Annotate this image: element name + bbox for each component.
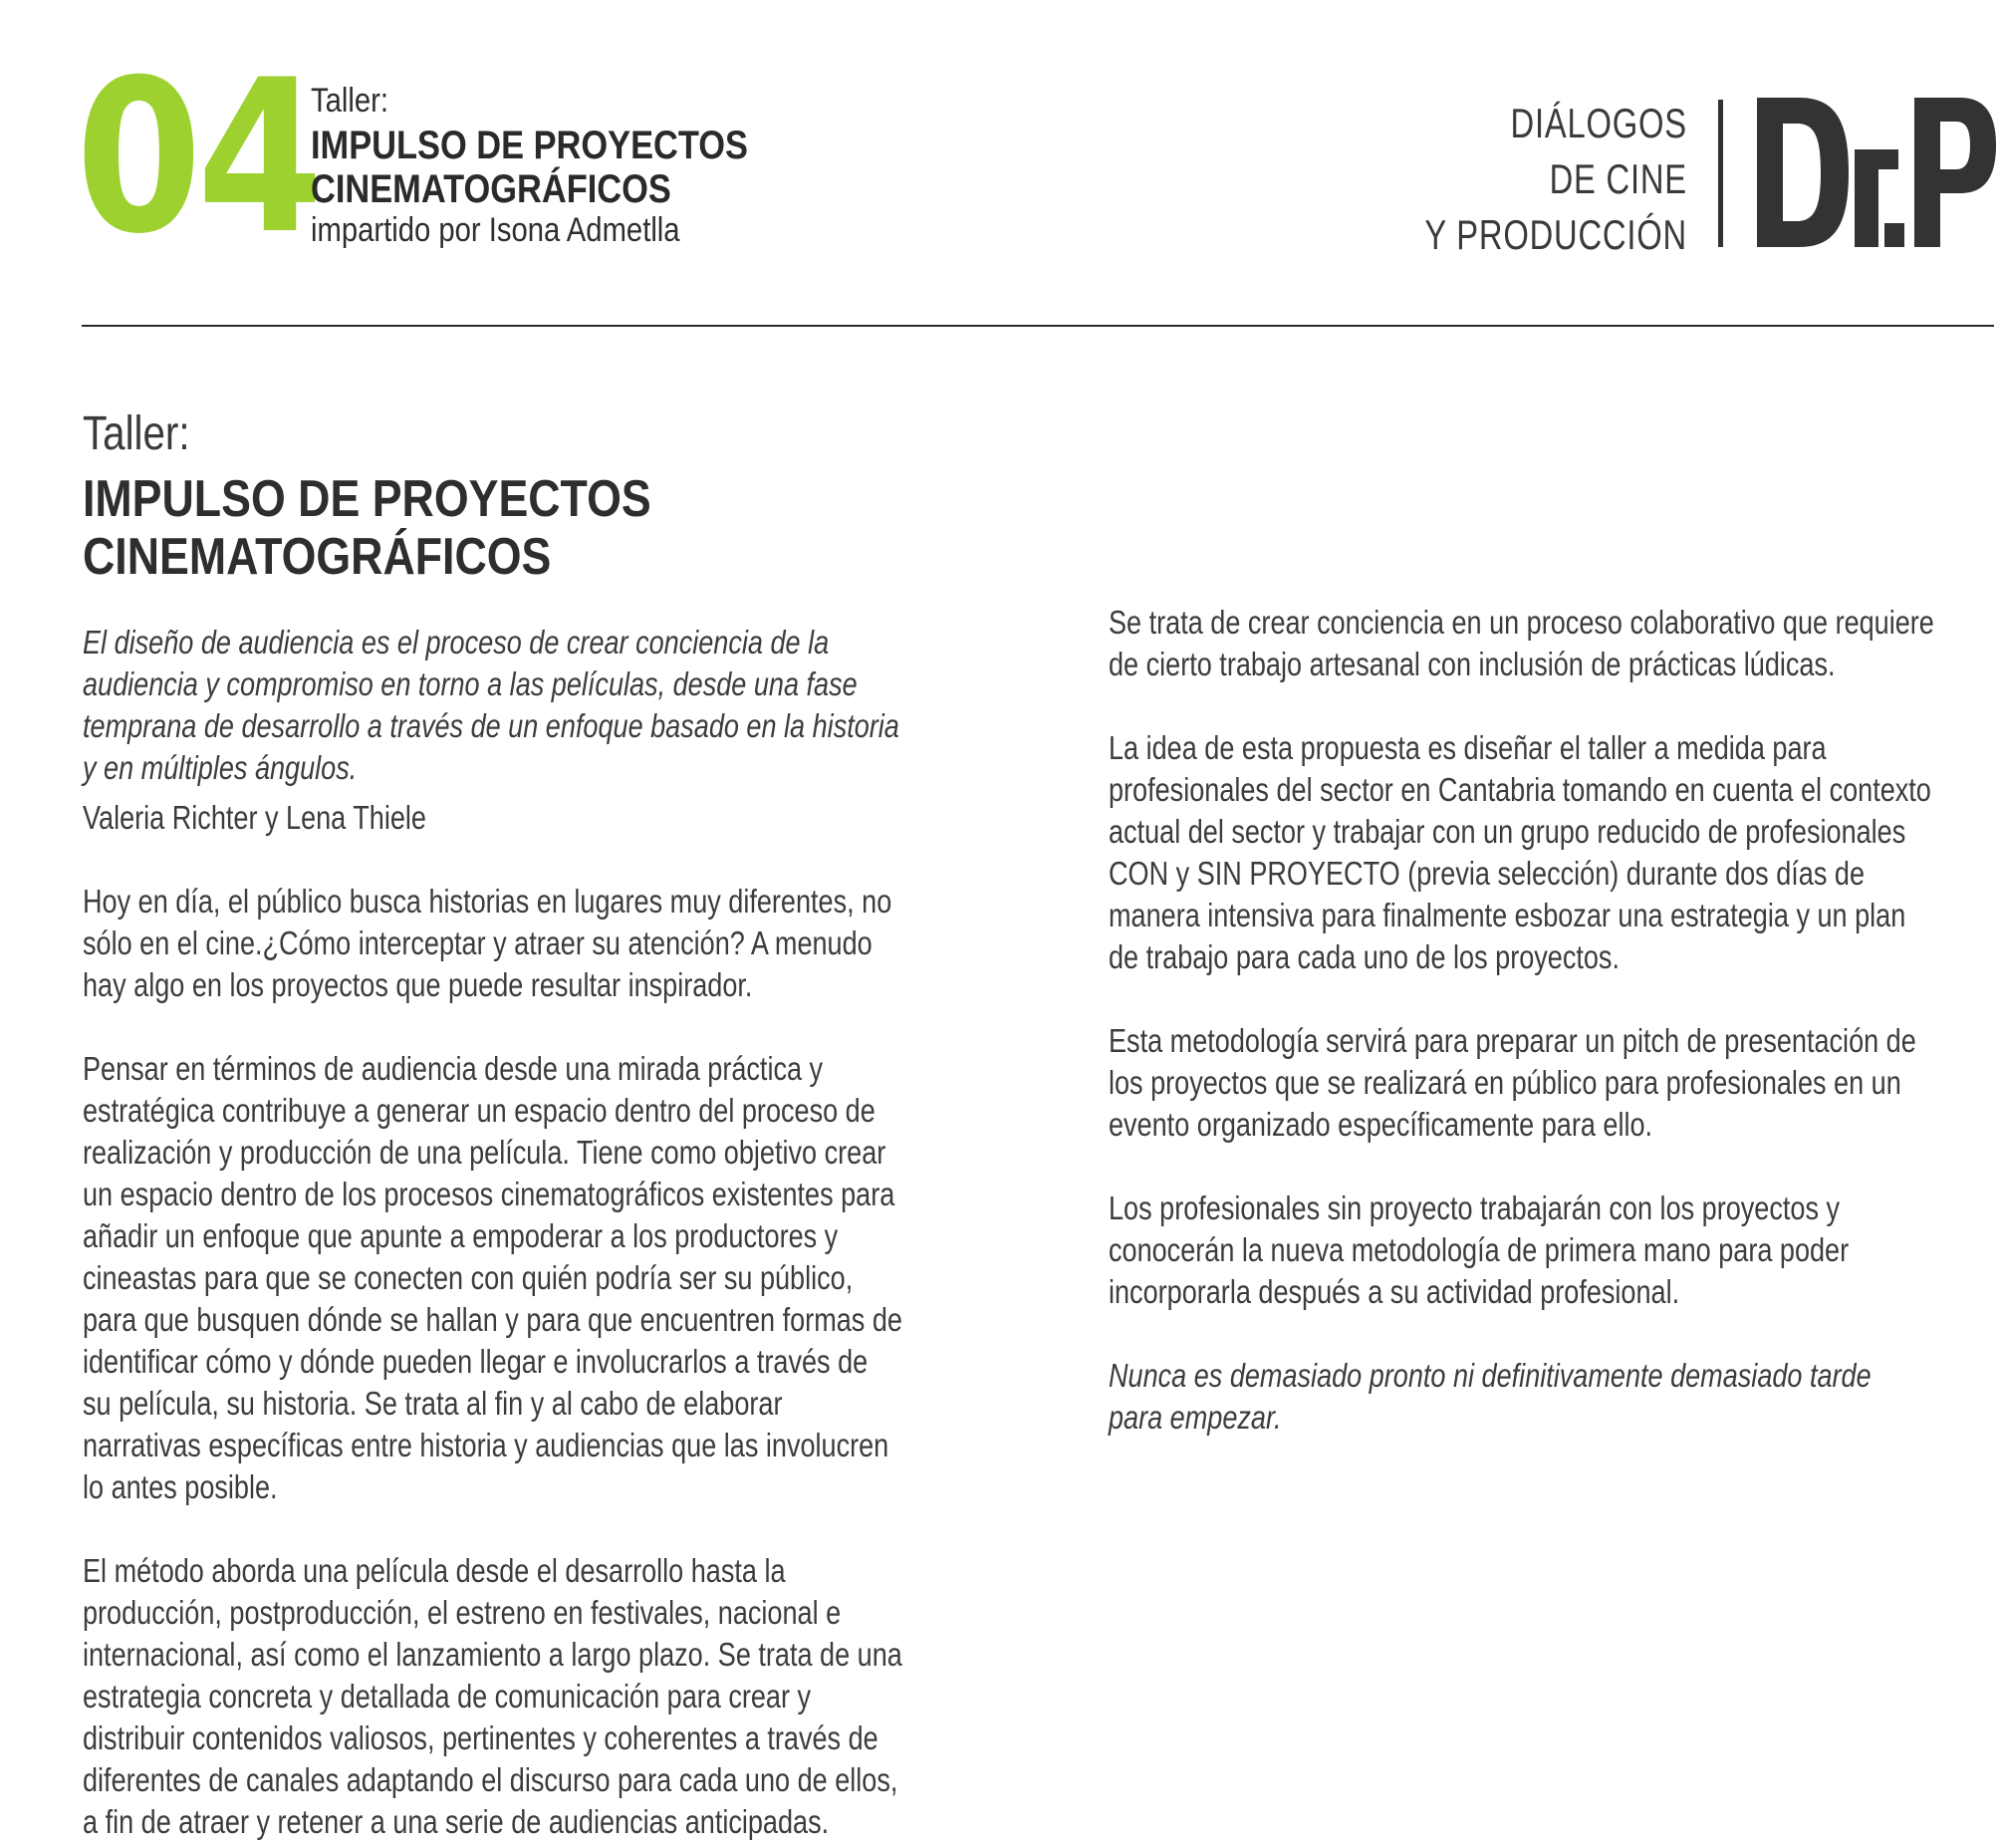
text-line: incorporarla después a su actividad profesional. — [1109, 1273, 1680, 1310]
intro-quote — [83, 622, 1083, 789]
text-line: Hoy en día, el público busca historias en lugares muy diferentes, no — [83, 883, 892, 920]
paragraph — [1109, 1020, 2000, 1146]
text-line: CON y SIN PROYECTO (previa selección) durante dos días de — [1109, 855, 1865, 892]
left-column — [83, 622, 1083, 1843]
text-line: estrategia concreta y detallada de comunicación para crear y — [83, 1678, 812, 1715]
text-line: lo antes posible. — [83, 1468, 278, 1505]
text-line: estratégica contribuye a generar un espacio dentro del proceso de — [83, 1092, 875, 1129]
text-line: evento organizado específicamente para ello. — [1109, 1106, 1653, 1143]
quote-author: Valeria Richter y Lena Thiele — [83, 799, 426, 836]
right-column — [1109, 602, 2000, 1439]
text-line: profesionales del sector en Cantabria tomando en cuenta el contexto — [1109, 771, 1931, 808]
quote-line: El diseño de audiencia es el proceso de crear conciencia de la — [83, 624, 830, 660]
brand-line3: Y PRODUCCIÓN — [1424, 211, 1687, 258]
text-line: cineastas para que se conecten con quién podría ser su público, — [83, 1259, 854, 1296]
brand-name — [1351, 96, 1687, 263]
text-line: su película, su historia. Se trata al fin y al cabo de elaborar — [83, 1385, 783, 1422]
section-title — [83, 470, 651, 586]
section-title-line2: CINEMATOGRÁFICOS — [83, 528, 552, 586]
header-byline: impartido por Isona Admetlla — [311, 211, 680, 249]
text-line: realización y producción de una película. Tiene como objetivo crear — [83, 1134, 886, 1171]
paragraph — [83, 1048, 1083, 1508]
text-line: un espacio dentro de los procesos cinematográficos existentes para — [83, 1176, 895, 1212]
header-title-block — [311, 84, 819, 247]
text-line: Los profesionales sin proyecto trabajarán con los proyectos y — [1109, 1189, 1841, 1226]
closing-quote — [1109, 1355, 2000, 1439]
text-line: distribuir contenidos valiosos, pertinentes y coherentes a través de — [83, 1719, 878, 1756]
workshop-number: 04 — [76, 34, 319, 280]
text-line: para empezar. — [1109, 1399, 1282, 1436]
brand-line1: DIÁLOGOS — [1510, 100, 1687, 146]
text-line: para que busquen dónde se hallan y para que encuentren formas de — [83, 1301, 902, 1338]
paragraph — [1109, 602, 2000, 685]
brand-line2: DE CINE — [1549, 155, 1687, 202]
text-line: Esta metodología servirá para preparar un pitch de presentación de — [1109, 1022, 1916, 1059]
text-line: de cierto trabajo artesanal con inclusión de prácticas lúdicas. — [1109, 646, 1836, 682]
text-line: La idea de esta propuesta es diseñar el taller a medida para — [1109, 729, 1827, 766]
text-line: Se trata de crear conciencia en un proceso colaborativo que requiere — [1109, 604, 1934, 641]
header-title-line2: CINEMATOGRÁFICOS — [311, 167, 671, 211]
text-line: sólo en el cine.¿Cómo interceptar y atraer su atención? A menudo — [83, 924, 873, 961]
dcp-logo — [1757, 98, 1996, 247]
text-line: El método aborda una película desde el desarrollo hasta la — [83, 1552, 786, 1589]
text-line: identificar cómo y dónde pueden llegar e involucrarlos a través de — [83, 1343, 869, 1380]
paragraph — [83, 881, 1083, 1006]
text-line: de trabajo para cada uno de los proyectos. — [1109, 938, 1620, 975]
text-line: Pensar en términos de audiencia desde una mirada práctica y — [83, 1050, 824, 1087]
header-taller-label: Taller: — [311, 82, 389, 120]
paragraph — [83, 1550, 1083, 1843]
section-title-line1: IMPULSO DE PROYECTOS — [83, 470, 651, 528]
text-line: diferentes de canales adaptando el discurso para cada uno de ellos, — [83, 1761, 898, 1798]
text-line: narrativas específicas entre historia y audiencias que las involucren — [83, 1427, 889, 1463]
text-line: los proyectos que se realizará en público para profesionales en un — [1109, 1064, 1901, 1101]
text-line: hay algo en los proyectos que puede resultar inspirador. — [83, 966, 753, 1003]
text-line: manera intensiva para finalmente esbozar una estrategia y un plan — [1109, 897, 1906, 933]
text-line: conocerán la nueva metodología de primera mano para poder — [1109, 1231, 1850, 1268]
section-taller-label: Taller: — [83, 407, 190, 460]
header-divider — [82, 325, 1994, 327]
paragraph — [1109, 727, 2000, 978]
header-title-line1: IMPULSO DE PROYECTOS — [311, 124, 748, 167]
header-title — [311, 124, 748, 211]
text-line: a fin de atraer y retener a una serie de audiencias anticipadas. — [83, 1803, 830, 1840]
brand-divider — [1718, 100, 1723, 247]
quote-line: temprana de desarrollo a través de un enfoque basado en la historia — [83, 707, 899, 744]
text-line: añadir un enfoque que apunte a empoderar a los productores y — [83, 1217, 839, 1254]
paragraph — [1109, 1188, 2000, 1313]
text-line: actual del sector y trabajar con un grupo reducido de profesionales — [1109, 813, 1906, 850]
text-line: internacional, así como el lanzamiento a largo plazo. Se trata de una — [83, 1636, 902, 1673]
text-line: producción, postproducción, el estreno en festivales, nacional e — [83, 1594, 842, 1631]
text-line: Nunca es demasiado pronto ni definitivamente demasiado tarde — [1109, 1357, 1872, 1394]
quote-line: audiencia y compromiso en torno a las películas, desde una fase — [83, 665, 858, 702]
quote-line: y en múltiples ángulos. — [83, 749, 358, 786]
